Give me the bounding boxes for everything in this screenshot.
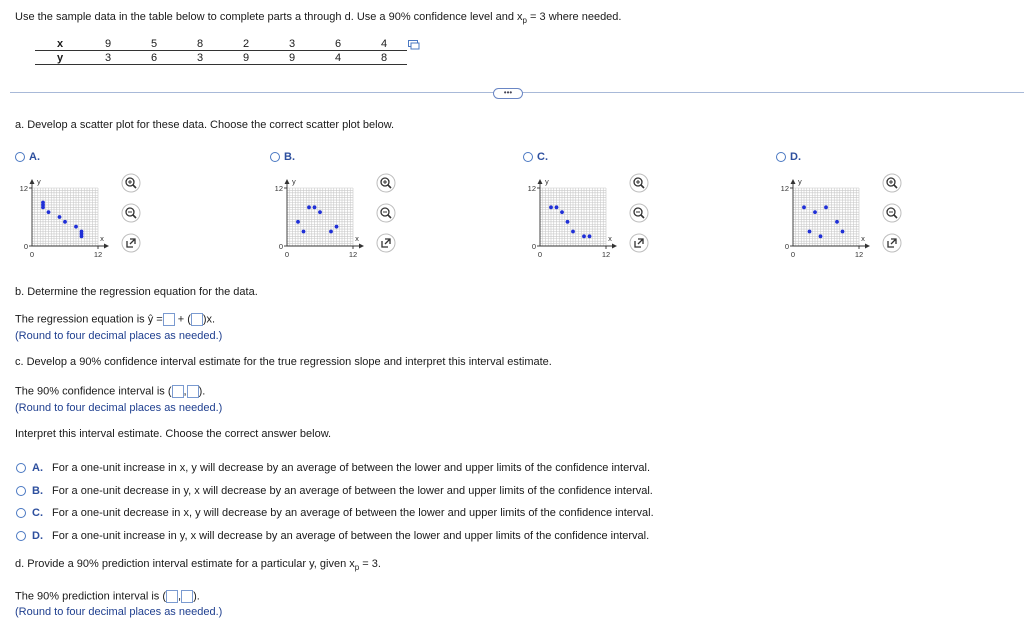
choice-letter: B. xyxy=(32,484,43,497)
x-axis-label: x xyxy=(355,234,359,243)
data-point xyxy=(63,220,67,224)
x-arrow xyxy=(865,244,870,249)
x-tick-label: 12 xyxy=(854,250,864,259)
zoom-in-icon[interactable] xyxy=(121,173,141,193)
part-b-prompt: b. Determine the regression equation for the data. xyxy=(15,286,258,298)
ci-lower-input[interactable] xyxy=(172,385,184,398)
ci-end: ). xyxy=(198,385,206,398)
confidence-interval xyxy=(15,385,205,398)
zoom-out-icon[interactable] xyxy=(121,203,141,223)
choice-text: For a one-unit increase in y, x will decrease by an average of between the lower and upper limits of the confidence interval. xyxy=(52,529,650,542)
table-row xyxy=(35,51,407,65)
slope-input[interactable] xyxy=(191,313,203,326)
option-letter: C. xyxy=(537,151,548,163)
scatter-option-a[interactable] xyxy=(15,151,40,163)
table-cell: 9 xyxy=(223,51,269,65)
data-point xyxy=(808,230,812,234)
interpret-choice-a[interactable] xyxy=(16,462,650,474)
x-axis-label: x xyxy=(100,234,104,243)
table-cell: 8 xyxy=(361,51,407,65)
scatter-plot-c[interactable] xyxy=(517,170,627,265)
ci-comma: , xyxy=(183,385,187,398)
interpret-choice-c[interactable] xyxy=(16,507,654,519)
y-origin-label: 0 xyxy=(784,242,789,251)
data-point xyxy=(296,220,300,224)
table-cell: 2 xyxy=(223,37,269,51)
data-point xyxy=(47,210,51,214)
zoom-in-icon[interactable] xyxy=(629,173,649,193)
data-point xyxy=(318,210,322,214)
y-origin-label: 0 xyxy=(278,242,283,251)
x-tick-label: 12 xyxy=(601,250,611,259)
expand-icon[interactable] xyxy=(629,233,649,253)
y-arrow xyxy=(791,179,796,184)
table-cell: 4 xyxy=(361,37,407,51)
pi-upper-input[interactable] xyxy=(181,590,193,603)
x-arrow xyxy=(612,244,617,249)
y-hat: ŷ xyxy=(147,313,154,326)
x-tick-label: 12 xyxy=(348,250,358,259)
question-intro xyxy=(15,11,621,25)
x-header: x xyxy=(35,37,85,51)
equals-sign: = xyxy=(153,313,163,326)
data-point xyxy=(58,215,62,219)
y-axis-label: y xyxy=(798,177,802,186)
round-note-d: (Round to four decimal places as needed.) xyxy=(15,606,223,618)
y-axis-label: y xyxy=(37,177,41,186)
data-point xyxy=(841,230,845,234)
x-axis-label: x xyxy=(861,234,865,243)
zoom-out-icon[interactable] xyxy=(376,203,396,223)
data-point xyxy=(549,205,553,209)
data-point xyxy=(302,230,306,234)
data-point xyxy=(560,210,564,214)
y-tick-label: 12 xyxy=(274,184,283,193)
zoom-in-icon[interactable] xyxy=(376,173,396,193)
zoom-out-icon[interactable] xyxy=(882,203,902,223)
y-header: y xyxy=(35,51,85,65)
x-tick-label: 12 xyxy=(93,250,103,259)
x-origin-label: 0 xyxy=(284,250,290,259)
zoom-out-icon[interactable] xyxy=(629,203,649,223)
prediction-interval xyxy=(15,590,200,603)
choice-text: For a one-unit decrease in x, y will decrease by an average of between the lower and upper limits of the confidence interval. xyxy=(52,507,654,519)
equation-label: The regression equation is xyxy=(15,313,145,326)
part-c-prompt: c. Develop a 90% confidence interval estimate for the true regression slope and interpret this interval estimate. xyxy=(15,356,552,368)
pi-end: ). xyxy=(193,590,200,603)
intro-text: Use the sample data in the table below to complete parts a through d. Use a 90% confidence level and x xyxy=(15,11,523,23)
y-arrow xyxy=(285,179,290,184)
y-tick-label: 12 xyxy=(19,184,28,193)
table-cell: 6 xyxy=(131,51,177,65)
data-point xyxy=(329,230,333,234)
data-point xyxy=(582,234,586,238)
table-cell: 4 xyxy=(315,51,361,65)
intro-text-end: = 3 where needed. xyxy=(526,11,622,23)
interpret-choice-d[interactable] xyxy=(16,530,649,542)
data-point xyxy=(588,234,592,238)
scatter-plot-a[interactable] xyxy=(9,170,119,265)
plus-sign: + ( xyxy=(174,313,191,326)
data-point xyxy=(566,220,570,224)
copy-table-icon[interactable] xyxy=(408,40,420,50)
table-cell: 3 xyxy=(269,37,315,51)
table-cell: 8 xyxy=(177,37,223,51)
regression-equation xyxy=(15,313,215,326)
x-arrow xyxy=(359,244,364,249)
data-point xyxy=(313,205,317,209)
y-origin-label: 0 xyxy=(531,242,536,251)
interpret-prompt: Interpret this interval estimate. Choose the correct answer below. xyxy=(15,428,332,440)
pi-lower-input[interactable] xyxy=(166,590,178,603)
scatter-option-c[interactable] xyxy=(523,151,548,163)
x-origin-label: 0 xyxy=(29,250,35,259)
y-axis-label: y xyxy=(292,177,296,186)
pi-comma: , xyxy=(178,590,182,603)
part-d-prompt xyxy=(15,558,381,572)
scatter-plot-b[interactable] xyxy=(264,170,374,265)
expand-icon[interactable] xyxy=(882,233,902,253)
expand-icon[interactable] xyxy=(376,233,396,253)
part-a-prompt: a. Develop a scatter plot for these data. Choose the correct scatter plot below. xyxy=(15,119,395,131)
y-origin-label: 0 xyxy=(23,242,28,251)
y-tick-label: 12 xyxy=(780,184,789,193)
choice-letter: D. xyxy=(32,529,43,542)
option-letter: B. xyxy=(284,151,295,163)
part-d-sub: p xyxy=(354,563,360,573)
expand-icon[interactable] xyxy=(121,233,141,253)
table-cell: 3 xyxy=(177,51,223,65)
choice-text: For a one-unit increase in x, y will decrease by an average of between the lower and upper limits of the confidence interval. xyxy=(52,462,650,474)
data-point xyxy=(813,210,817,214)
x-axis-label: x xyxy=(608,234,612,243)
radio-button[interactable] xyxy=(523,152,533,162)
scatter-plot-d[interactable] xyxy=(770,170,880,265)
data-point xyxy=(571,230,575,234)
data-table xyxy=(35,37,407,65)
more-button[interactable]: ••• xyxy=(493,88,523,99)
scatter-option-d[interactable] xyxy=(776,151,801,163)
data-point xyxy=(824,205,828,209)
radio-button[interactable] xyxy=(270,152,280,162)
data-point xyxy=(74,225,78,229)
data-point xyxy=(835,220,839,224)
round-note-c: (Round to four decimal places as needed.) xyxy=(15,402,223,414)
ci-label: The 90% confidence interval is ( xyxy=(15,385,172,398)
interpret-choice-b[interactable] xyxy=(16,485,653,497)
scatter-option-b[interactable] xyxy=(270,151,295,163)
table-row xyxy=(35,37,407,51)
intro-sub: p xyxy=(522,16,527,26)
y-arrow xyxy=(30,179,35,184)
radio-button[interactable] xyxy=(16,463,26,473)
radio-button[interactable] xyxy=(15,152,25,162)
ci-upper-input[interactable] xyxy=(187,385,199,398)
part-d-text: d. Provide a 90% prediction interval estimate for a particular y, given x xyxy=(15,558,355,570)
data-point xyxy=(41,205,45,209)
table-cell: 6 xyxy=(315,37,361,51)
choice-letter: A. xyxy=(32,462,43,474)
table-cell: 5 xyxy=(131,37,177,51)
data-point xyxy=(555,205,559,209)
data-point xyxy=(819,234,823,238)
y-axis-label: y xyxy=(545,177,549,186)
y-tick-label: 12 xyxy=(527,184,536,193)
radio-button[interactable] xyxy=(16,531,26,541)
data-point xyxy=(335,225,339,229)
choice-letter: C. xyxy=(32,507,43,519)
radio-button[interactable] xyxy=(16,508,26,518)
table-cell: 9 xyxy=(85,37,131,51)
radio-button[interactable] xyxy=(16,486,26,496)
data-point xyxy=(307,205,311,209)
radio-button[interactable] xyxy=(776,152,786,162)
intercept-input[interactable] xyxy=(163,313,175,326)
y-arrow xyxy=(538,179,543,184)
round-note-b: (Round to four decimal places as needed.) xyxy=(15,330,223,342)
option-letter: D. xyxy=(790,151,801,163)
zoom-in-icon[interactable] xyxy=(882,173,902,193)
choice-text: For a one-unit decrease in y, x will decrease by an average of between the lower and upper limits of the confidence interval. xyxy=(52,484,653,497)
table-cell: 9 xyxy=(269,51,315,65)
x-origin-label: 0 xyxy=(537,250,543,259)
x-arrow xyxy=(104,244,109,249)
table-cell: 3 xyxy=(85,51,131,65)
data-point xyxy=(802,205,806,209)
option-letter: A. xyxy=(29,151,40,163)
data-point xyxy=(80,234,84,238)
x-origin-label: 0 xyxy=(790,250,796,259)
x-term: )x. xyxy=(202,313,216,326)
pi-label: The 90% prediction interval is ( xyxy=(15,590,167,603)
part-d-text-end: = 3. xyxy=(359,558,381,570)
